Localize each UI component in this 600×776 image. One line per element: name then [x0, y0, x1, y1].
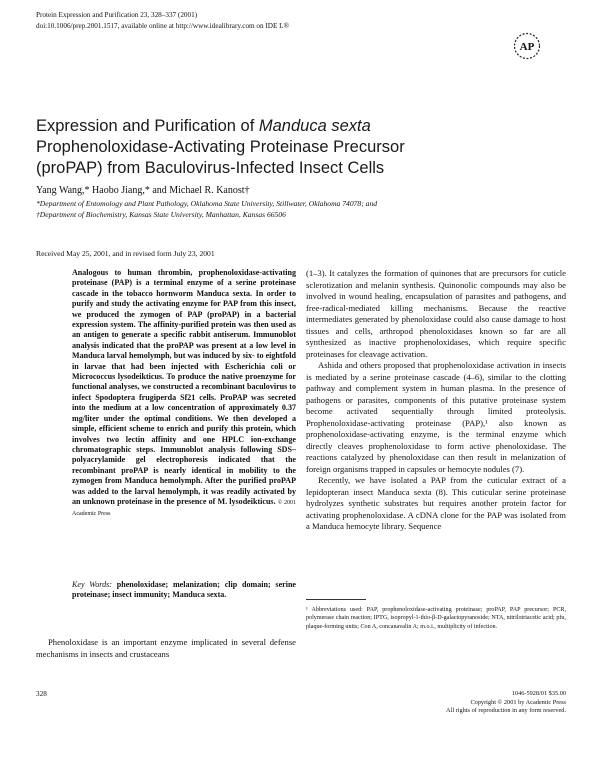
article-title: [36, 116, 556, 179]
footnote-divider: [306, 599, 366, 600]
keywords-text: phenoloxidase; melanization; clip domain; serine proteinase; insect immunity; Manduca sexta.: [72, 580, 296, 600]
publisher-logo-icon: [512, 32, 542, 60]
copyright-line-3: All rights of reproduction in any form reserved.: [446, 707, 566, 715]
affiliation-1: *Department of Entomology and Plant Pathology, Oklahoma State University, Stillwater, Oklahoma 74078; and: [36, 199, 378, 208]
page-number: 328: [36, 690, 47, 698]
title-line-2: Prophenoloxidase-Activating Proteinase Precursor: [36, 138, 405, 156]
title-line-3: (proPAP) from Baculovirus-Infected Insect Cells: [36, 159, 385, 177]
keywords: [72, 580, 296, 601]
right-column: [306, 268, 566, 533]
intro-paragraph: Phenoloxidase is an important enzyme implicated in several defense mechanisms in insects and crustaceans: [36, 637, 296, 659]
footnote: ¹ Abbreviations used: PAP, prophenoloxidase-activating proteinase; proPAP, PAP precursor; PCR, polymerase chain reaction; IPTG, isopropyl-1-thio-β-D-galactopyranoside; NTA, nitrilotriacetic acid; pfu, plaque-forming units; Con A, concanavalin A; m.o.i., multiplicity of infection.: [306, 607, 566, 630]
affiliations: [36, 198, 377, 220]
abstract-text: Analogous to human thrombin, prophenoloxidase-activating proteinase (PAP) is a terminal enzyme of a serine proteinase cascade in the tobacco hornworm Manduca sexta. In order to purify and study the activating enzyme for PAP from this insect, we produced the zymogen of PAP (proPAP) in a bacterial expression system. The affinity-purified protein was then used as an antigen to generate a specific rabbit antiserum. Immunoblot analysis indicated that the proPAP was present at a low level in Manduca larval hemolymph, but was induced by six- to eightfold in larvae that had been injected with Escherichia coli or Micrococcus lysodeikticus. To produce the native proenzyme for functional analyses, we constructed a recombinant baculovirus to infect Spodoptera frugiperda Sf21 cells. ProPAP was secreted into the medium at a low concentration of approximately 0.37 mg/liter under the optimal conditions. We then developed a simple, efficient scheme to enrich and purify this protein, which involves two lectin affinity and one HPLC ion-exchange chromatographic steps. Immunoblot analysis following SDS–polyacrylamide gel electrophoresis indicated that the recombinant proPAP is nearly identical in mobility to the zymogen from Manduca hemolymph. After the purified proPAP was added to the larval hemolymph, it was readily activated by an unknown proteinase in the presence of M. lysodeikticus.: [72, 268, 296, 506]
affiliation-2: †Department of Biochemistry, Kansas State University, Manhattan, Kansas 66506: [36, 210, 286, 219]
doi-line: doi:10.1006/prep.2001.1517, available online at http://www.idealibrary.com on IDE L®: [36, 22, 290, 30]
copyright-line-1: 1046-5928/01 $35.00: [511, 690, 566, 697]
body-paragraph-2: Ashida and others proposed that prophenoloxidase activation in insects is mediated by a serine proteinase cascade (4–6), similar to the clotting pathway and complement system in human plasma. In the presence of pathogens or parasites, components of this putative proteinase system become activated sequentially through limited proteolysis. Prophenoloxidase-activating proteinase (PAP),¹ also known as prophenoloxidase-activating enzyme, is the terminal enzyme which directly cleaves prophenoloxidase to form active phenoloxidase. The reactions catalyzed by phenoloxidase can then result in melanization of foreign organisms trapped in capsules or hemocyte nodules (7).: [306, 360, 566, 474]
title-line-1: Expression and Purification of: [36, 117, 259, 135]
copyright-line-2: Copyright © 2001 by Academic Press: [470, 698, 566, 706]
copyright-block: [366, 690, 566, 716]
svg-text:AP: AP: [519, 41, 535, 53]
received-date: Received May 25, 2001, and in revised form July 23, 2001: [36, 249, 215, 258]
authors: Yang Wang,* Haobo Jiang,* and Michael R. Kanost†: [36, 185, 250, 196]
keywords-label: Key Words:: [72, 580, 112, 589]
running-header: [36, 10, 289, 32]
journal-citation: Protein Expression and Purification 23, 328–337 (2001): [36, 11, 198, 19]
abstract: [72, 268, 296, 520]
title-species: Manduca sexta: [258, 117, 371, 135]
body-paragraph-3: Recently, we have isolated a PAP from the cuticular extract of a lepidopteran insect Manduca sexta (8). This cuticular serine proteinase hydrolyzes synthetic substrates but requires another protein factor for activating prophenoloxidase. A cDNA clone for the PAP was isolated from a Manduca hemocyte library. Sequence: [306, 475, 566, 531]
abstract-copyright: © 2001 Academic Press: [72, 499, 296, 518]
body-paragraph-1: (1–3). It catalyzes the formation of quinones that are precursors for cuticle sclerotization and melanin synthesis. Quinonolic compounds may also be involved in wound healing, encapsulation of parasites and pathogens, and free-radical-mediated killing mechanisms. Because the reactive intermediates generated by phenoloxidase could also cause damage to host tissues and cells, arthropod phenoloxidases known so far are all synthesized as inactive prophenoloxidases, which require specific proteinases for cleavage activation.: [306, 268, 566, 359]
